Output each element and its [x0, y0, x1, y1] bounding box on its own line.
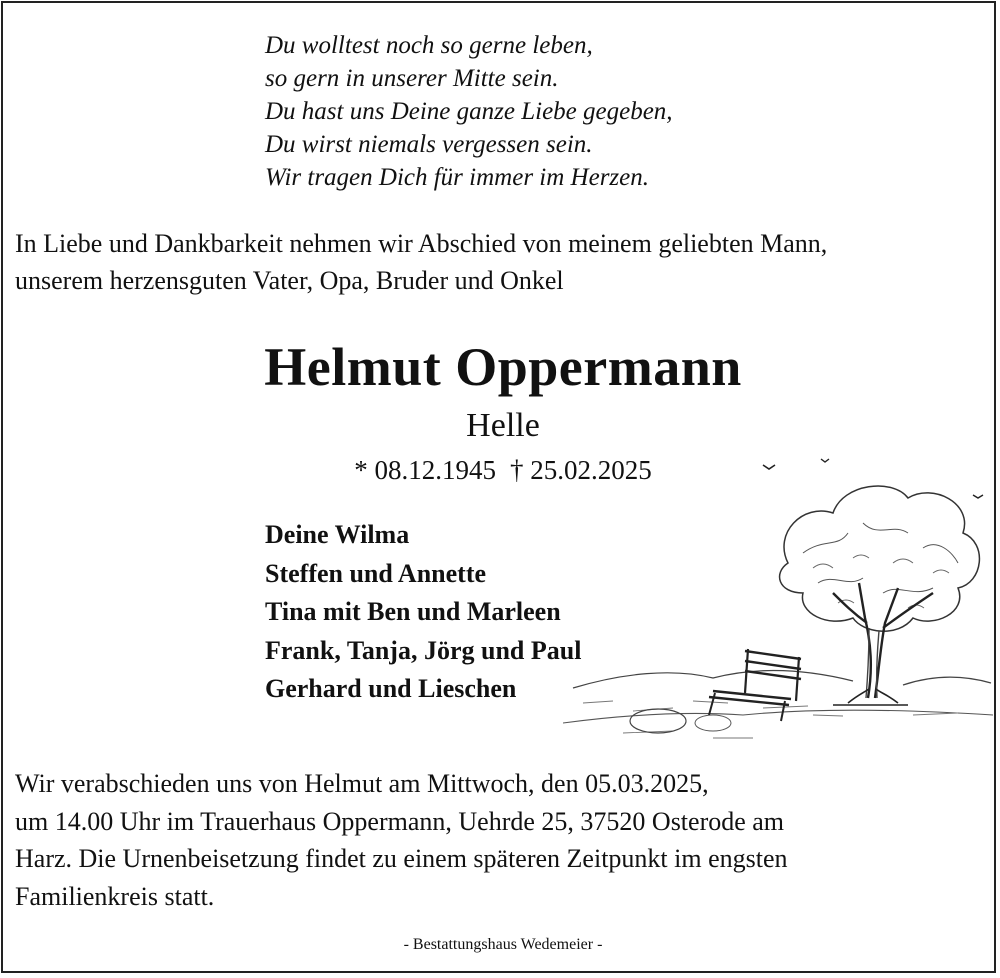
- family-member: Deine Wilma: [265, 520, 410, 549]
- info-line: Harz. Die Urnenbeisetzung findet zu einem späteren Zeitpunkt im engsten: [15, 844, 788, 873]
- funeral-home-footer: - Bestattungshaus Wedemeier -: [403, 936, 603, 953]
- family-member: Steffen und Annette: [265, 558, 487, 588]
- intro-text: [15, 225, 827, 299]
- poem: [265, 29, 673, 194]
- poem-line: Du wolltest noch so gerne leben,: [265, 32, 593, 59]
- intro-line: unserem herzensguten Vater, Opa, Bruder und Onkel: [15, 266, 564, 295]
- death-date: † 25.02.2025: [510, 455, 652, 485]
- service-info: [15, 765, 788, 915]
- info-line: Familienkreis statt.: [15, 881, 215, 911]
- family-member: Tina mit Ben und Marleen: [265, 597, 561, 626]
- poem-line: Du hast uns Deine ganze Liebe gegeben,: [265, 98, 673, 125]
- poem-line: Du wirst niemals vergessen sein.: [265, 131, 593, 158]
- family-list: [265, 516, 581, 709]
- intro-line: In Liebe und Dankbarkeit nehmen wir Abschied von meinem geliebten Mann,: [15, 229, 828, 258]
- family-member: Frank, Tanja, Jörg und Paul: [265, 635, 582, 665]
- birth-date: * 08.12.1945: [354, 455, 496, 485]
- tree-bench-sketch-icon: [563, 453, 993, 753]
- notice-frame: [1, 1, 996, 973]
- poem-line: so gern in unserer Mitte sein.: [265, 65, 559, 92]
- deceased-name: Helmut Oppermann: [264, 337, 742, 397]
- info-line: Wir verabschieden uns von Helmut am Mittwoch, den 05.03.2025,: [15, 769, 709, 798]
- family-member: Gerhard und Lieschen: [265, 674, 517, 703]
- info-line: um 14.00 Uhr im Trauerhaus Oppermann, Uehrde 25, 37520 Osterode am: [15, 806, 785, 836]
- deceased-nickname: Helle: [466, 407, 540, 444]
- poem-line: Wir tragen Dich für immer im Herzen.: [265, 164, 649, 191]
